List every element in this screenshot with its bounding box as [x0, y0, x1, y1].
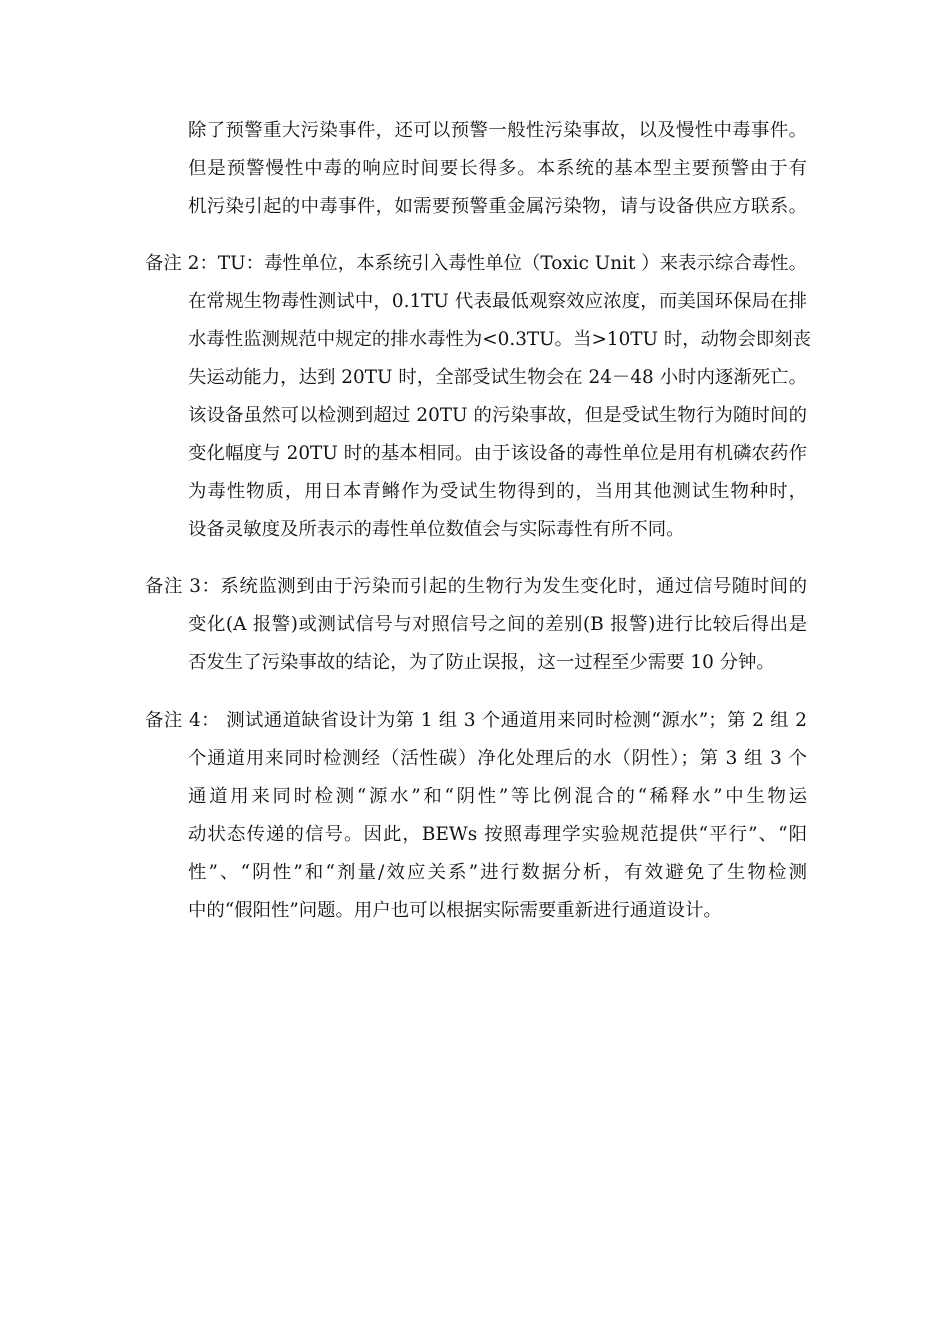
note-4-heading-line: 备注 4： 测试通道缺省设计为第 1 组 3 个通道用来同时检测“源水”；第 2 组 2	[145, 710, 807, 731]
text-line: 在常规生物毒性测试中，0.1TU 代表最低观察效应浓度，而美国环保局在排	[188, 291, 807, 312]
text-line: 性”、“阴性”和“剂量/效应关系”进行数据分析，有效避免了生物检测	[188, 862, 807, 883]
text-line: 为毒性物质，用日本青鳉作为受试生物得到的，当用其他测试生物种时，	[188, 481, 807, 502]
text-line: 但是预警慢性中毒的响应时间要长得多。本系统的基本型主要预警由于有	[188, 158, 807, 179]
paragraph-continuation	[145, 112, 807, 226]
note-3-heading-line: 备注 3：系统监测到由于污染而引起的生物行为发生变化时，通过信号随时间的	[145, 576, 807, 597]
text-line: 个通道用来同时检测经（活性碳）净化处理后的水（阴性）；第 3 组 3 个	[188, 748, 807, 769]
note-2-paragraph	[145, 245, 812, 549]
text-line: 该设备虽然可以检测到超过 20TU 的污染事故，但是受试生物行为随时间的	[188, 405, 807, 426]
text-line: 变化(A 报警)或测试信号与对照信号之间的差别(B 报警)进行比较后得出是	[188, 614, 807, 635]
text-line: 中的“假阳性”问题。用户也可以根据实际需要重新进行通道设计。	[188, 900, 722, 921]
note-2-heading-line: 备注 2：TU：毒性单位，本系统引入毒性单位（Toxic Unit ）来表示综合毒性。	[145, 253, 807, 274]
text-line: 机污染引起的中毒事件，如需要预警重金属污染物，请与设备供应方联系。	[188, 196, 807, 217]
text-line: 水毒性监测规范中规定的排水毒性为<0.3TU。当>10TU 时，动物会即刻丧	[188, 329, 812, 350]
note-4-paragraph	[145, 702, 807, 930]
note-3-paragraph	[145, 568, 807, 682]
text-line: 除了预警重大污染事件，还可以预警一般性污染事故，以及慢性中毒事件。	[188, 120, 807, 141]
text-line: 变化幅度与 20TU 时的基本相同。由于该设备的毒性单位是用有机磷农药作	[188, 443, 807, 464]
text-line: 动状态传递的信号。因此，BEWs 按照毒理学实验规范提供“平行”、“阳	[188, 824, 807, 845]
text-line: 通道用来同时检测“源水”和“阴性”等比例混合的“稀释水”中生物运	[188, 786, 807, 807]
text-line: 设备灵敏度及所表示的毒性单位数值会与实际毒性有所不同。	[188, 519, 685, 540]
text-line: 失运动能力，达到 20TU 时，全部受试生物会在 24－48 小时内逐渐死亡。	[188, 367, 807, 388]
text-line: 否发生了污染事故的结论，为了防止误报，这一过程至少需要 10 分钟。	[188, 652, 775, 673]
